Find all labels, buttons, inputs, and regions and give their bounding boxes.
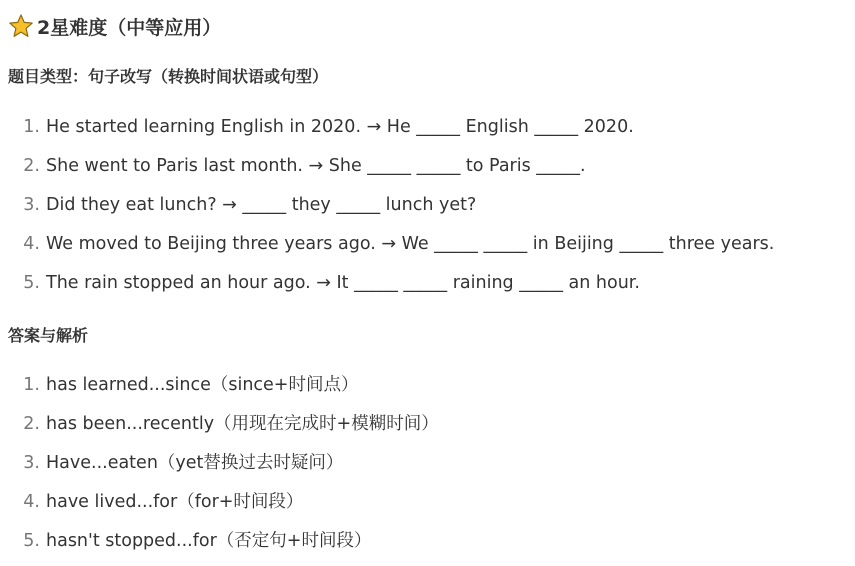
- answers-heading: 答案与解析: [8, 326, 89, 345]
- item-text: We moved to Beijing three years ago. → We _____ _____ in Beijing _____ three years.: [46, 234, 775, 254]
- question-list: [0, 113, 774, 308]
- item-text: He started learning English in 2020. → He _____ English _____ 2020.: [46, 117, 634, 137]
- list-item: [0, 152, 774, 191]
- item-number: 3.: [23, 195, 40, 215]
- item-text: Did they eat lunch? → _____ they _____ lunch yet?: [46, 195, 477, 215]
- list-item: [0, 371, 439, 410]
- page-title: [8, 11, 221, 41]
- item-text: She went to Paris last month. → She _____ _____ to Paris _____.: [46, 156, 586, 176]
- list-item: [0, 230, 774, 269]
- item-text: The rain stopped an hour ago. → It _____ _____ raining _____ an hour.: [46, 273, 640, 293]
- item-number: 2.: [23, 414, 40, 434]
- item-number: 2.: [23, 156, 40, 176]
- list-item: [0, 410, 439, 449]
- item-number: 5.: [23, 531, 40, 551]
- item-text: has been...recently（用现在完成时+模糊时间）: [46, 414, 439, 434]
- item-number: 1.: [23, 375, 40, 395]
- list-item: [0, 527, 439, 566]
- page-title-text: 2星难度（中等应用）: [37, 16, 222, 39]
- item-text: hasn't stopped...for（否定句+时间段）: [46, 531, 372, 551]
- item-number: 4.: [23, 234, 40, 254]
- answer-list: [0, 371, 439, 566]
- questions-heading: 题目类型：句子改写（转换时间状语或句型）: [8, 67, 329, 86]
- list-item: [0, 449, 439, 488]
- list-item: [0, 113, 774, 152]
- item-text: have lived...for（for+时间段）: [46, 492, 304, 512]
- item-number: 1.: [23, 117, 40, 137]
- list-item: [0, 269, 774, 308]
- list-item: [0, 488, 439, 527]
- item-number: 3.: [23, 453, 40, 473]
- star-icon: [8, 13, 34, 39]
- item-text: has learned...since（since+时间点）: [46, 375, 359, 395]
- item-number: 5.: [23, 273, 40, 293]
- item-text: Have...eaten（yet替换过去时疑问）: [46, 453, 344, 473]
- list-item: [0, 191, 774, 230]
- item-number: 4.: [23, 492, 40, 512]
